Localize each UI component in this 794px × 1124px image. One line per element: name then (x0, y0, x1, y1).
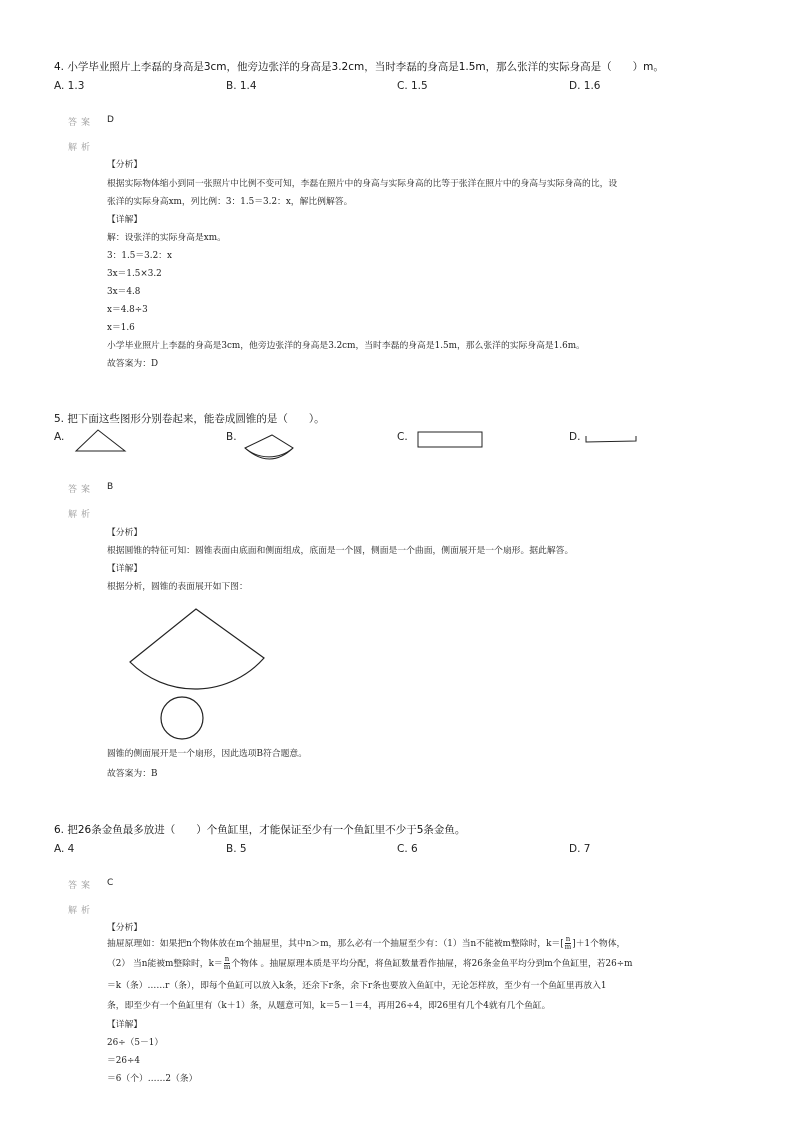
solution-line: 条，即至少有一个鱼缸里有（k＋1）条，从题意可知，k＝5－1＝4，再用26÷4，即26里有几个4就有几个鱼缸。 (107, 1001, 551, 1011)
solution-line (107, 936, 625, 951)
analysis-label: 解析 (68, 906, 95, 916)
answer-value: C (107, 878, 114, 888)
cone-base-circle (161, 697, 203, 739)
fraction-denominator: m (223, 963, 231, 971)
solution-line: 【详解】 (107, 1020, 143, 1030)
solution-line: 根据圆锥的特征可知：圆锥表面由底面和侧面组成，底面是一个圆，侧面是一个曲面，侧面展开是一个扇形。据此解答。 (107, 546, 574, 556)
fraction-numerator: n (565, 935, 571, 943)
solution-line: 解：设张洋的实际身高是xm。 (107, 233, 226, 243)
solution-line: 根据分析，圆锥的表面展开如下图： (107, 582, 248, 592)
option-b: B. 1.4 (226, 80, 257, 92)
option-b: B. (226, 431, 237, 443)
solution-line: 26÷（5－1） (107, 1038, 164, 1048)
solution-line: 故答案为：B (107, 769, 158, 779)
solution-line: 【分析】 (107, 923, 143, 933)
solution-line: ＝6（个）……2（条） (107, 1074, 198, 1084)
option-a: A. 1.3 (54, 80, 85, 92)
option-c: C. 1.5 (397, 80, 428, 92)
solution-text: 抽屉原理如：如果把n个物体放在m个抽屉里，其中n＞m，那么必有一个抽屉至少有：（1）当n不能被m整除时，k＝[ (107, 939, 564, 949)
analysis-label: 解析 (68, 510, 95, 520)
question-6-options (54, 843, 754, 859)
analysis-label: 解析 (68, 143, 95, 153)
fraction-n-over-m (565, 936, 572, 951)
option-d: D. 7 (569, 843, 591, 855)
solution-text: （2） 当n能被m整除时，k＝ (107, 959, 223, 969)
solution-line: 故答案为：D (107, 359, 159, 369)
option-a: A. (54, 431, 65, 443)
fraction-numerator: n (224, 955, 230, 963)
option-d: D. 1.6 (569, 80, 601, 92)
solution-line: x＝1.6 (107, 323, 135, 333)
fraction-denominator: m (564, 943, 572, 951)
fraction-n-over-m (224, 956, 231, 971)
solution-text: 个物体 。抽屉原理本质是平均分配，将鱼缸数量看作抽屉，将26条金鱼平均分到m个鱼缸里，若26÷m (231, 959, 633, 969)
solution-line: ＝26÷4 (107, 1056, 140, 1066)
solution-text: ]＋1个物体， (572, 939, 626, 949)
solution-line: 圆锥的侧面展开是一个扇形，因此选项B符合题意。 (107, 749, 307, 759)
solution-line: 3x＝4.8 (107, 287, 141, 297)
solution-line: 【详解】 (107, 215, 143, 225)
solution-line: 【分析】 (107, 528, 143, 538)
solution-line: x＝4.8÷3 (107, 305, 148, 315)
solution-line: 【详解】 (107, 564, 143, 574)
solution-line (107, 956, 632, 971)
option-d: D. (569, 431, 581, 443)
question-4-stem: 4. 小学毕业照片上李磊的身高是3cm，他旁边张洋的身高是3.2cm，当时李磊的身高是1.5m，那么张洋的实际身高是（ ）m。 (54, 61, 664, 73)
question-5-stem: 5. 把下面这些图形分别卷起来，能卷成圆锥的是（ ）。 (54, 413, 325, 425)
option-a: A. 4 (54, 843, 75, 855)
solution-line: 张洋的实际身高xm，列比例：3：1.5＝3.2：x，解比例解答。 (107, 197, 353, 207)
solution-line: ＝k（条）……r（条），即每个鱼缸可以放入k条，还余下r条，余下r条也要放入鱼缸中，无论怎样放，至少有一个鱼缸里再放入1 (107, 981, 607, 991)
answer-label: 答案 (68, 118, 95, 128)
solution-line: 小学毕业照片上李磊的身高是3cm，他旁边张洋的身高是3.2cm，当时李磊的身高是1.5m，那么张洋的实际身高是1.6m。 (107, 341, 585, 351)
answer-label: 答案 (68, 881, 95, 891)
solution-line: 根据实际物体缩小到同一张照片中比例不变可知，李磊在照片中的身高与实际身高的比等于张洋在照片中的身高与实际身高的比，设 (107, 179, 618, 189)
cone-lateral-sector (130, 609, 264, 689)
option-c: C. 6 (397, 843, 418, 855)
solution-line: 【分析】 (107, 160, 143, 170)
answer-label: 答案 (68, 485, 95, 495)
option-b: B. 5 (226, 843, 247, 855)
solution-line: 3x＝1.5×3.2 (107, 269, 162, 279)
solution-line: 3：1.5＝3.2：x (107, 251, 172, 261)
answer-value: B (107, 482, 114, 492)
option-c: C. (397, 431, 408, 443)
answer-value: D (107, 115, 114, 125)
question-6-stem: 6. 把26条金鱼最多放进（ ）个鱼缸里，才能保证至少有一个鱼缸里不少于5条金鱼。 (54, 824, 466, 836)
